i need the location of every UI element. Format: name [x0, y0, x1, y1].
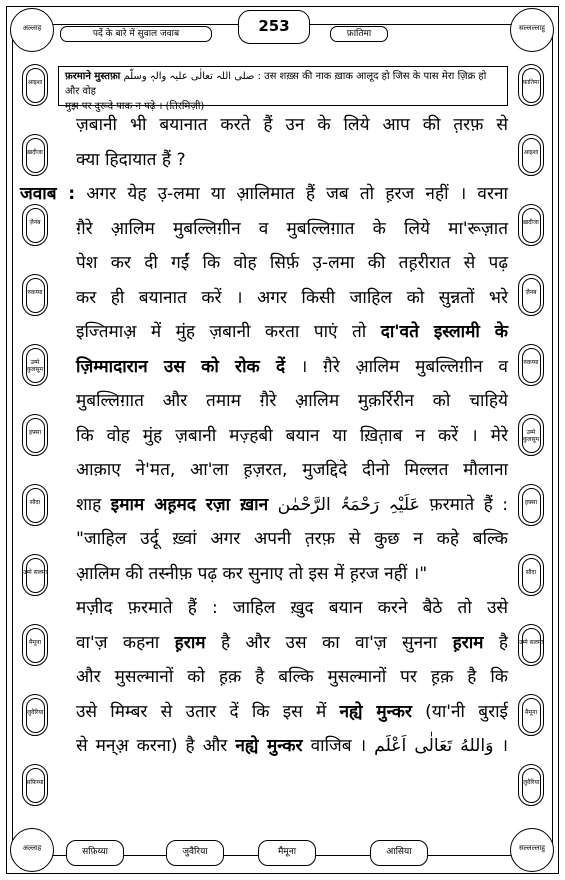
- side-ornament: [518, 414, 544, 456]
- footer-tab: मैमूना: [258, 840, 316, 866]
- side-ornament-label: आइशा: [27, 79, 43, 86]
- text-segment: और मुसल्मानों को ह़क़ है बल्कि मुसल्मानों पर ह़क़ है कि: [76, 667, 508, 687]
- text-segment: आक़ाए ने'मत, आ'ला ह़ज़रत, मुजद्दिदे दीनो मिल्लत मौलाना: [76, 460, 508, 480]
- side-ornament: [518, 344, 544, 386]
- side-ornament: [518, 764, 544, 806]
- top-left-medallion: अल्लाह: [10, 8, 54, 52]
- text-segment: वा'ज़ कहना: [76, 632, 175, 653]
- side-ornament: [22, 414, 48, 456]
- side-ornament: [518, 624, 544, 666]
- text-line: [76, 729, 508, 764]
- text-segment: । ग़ैरे आ़लिम मुबल्लिग़ीन व: [285, 356, 508, 377]
- header-name-tab: फ़ातिमा: [330, 26, 388, 42]
- page-number: 253: [238, 10, 310, 44]
- text-line: [76, 557, 508, 592]
- text-segment: عَلَیْہِ رَحْمَۃُ الرَّحْمٰن: [268, 494, 430, 515]
- text-segment: ग़ैरे आ़लिम मुबल्लिग़ीन व मुबल्लिग़ात के लिये मा'रूज़ात: [76, 218, 508, 239]
- text-segment: है: [483, 632, 509, 653]
- text-segment: वाजिब । وَاللهُ تَعَالٰی اَعْلَم ।: [302, 736, 508, 756]
- text-segment: कर ही बयानात करें । अगर किसी जाहिल को सुन्नतों भरे: [76, 287, 508, 308]
- bold-text: जवाब :: [20, 184, 76, 204]
- side-ornament-label: जुवैरिया: [522, 779, 540, 786]
- bold-text: ह़राम: [174, 632, 206, 653]
- side-ornament-label: मैमूना: [28, 639, 42, 646]
- text-segment: मज़ीद फ़रमाते हैं : जाहिल ख़ुद बयान करने बैठे तो उसे: [76, 598, 508, 618]
- text-line: [76, 488, 508, 523]
- side-ornament-label: ज़ैनब: [29, 219, 41, 226]
- text-line: [76, 453, 508, 488]
- side-ornament: [22, 554, 48, 596]
- footer-tab: आसिया: [370, 840, 428, 866]
- side-ornament: [22, 764, 48, 806]
- text-segment: कि वोह मुंह ज़बानी मज़्हबी बयान या ख़ित़ाब न करें । मेरे: [76, 425, 508, 446]
- bold-text: दा'वते इस्लामी के: [380, 322, 509, 342]
- side-ornament-label: रुक़य्या: [27, 289, 43, 296]
- text-segment: (या'नी बुराई: [411, 701, 508, 722]
- text-line: [76, 108, 508, 143]
- text-line: [76, 143, 508, 178]
- text-segment: उसे मिम्बर से उतार दें कि इस में: [76, 701, 340, 722]
- top-right-medallion: सल्लल्लाहु: [510, 8, 554, 52]
- side-ornament-label: ख़दीजा: [523, 219, 539, 226]
- text-segment: क्या हिदायात हैं ?: [76, 149, 186, 170]
- text-line: [76, 591, 508, 626]
- side-ornament: [518, 204, 544, 246]
- text-segment: मुबल्लिग़ात और तमाम ग़ैरे आ़लिम मुक़र्रिरीन को चाहिये: [76, 391, 508, 411]
- hadith-label: फ़रमाने मुस्तफ़ा: [65, 71, 121, 82]
- side-ornament: [22, 274, 48, 316]
- side-ornament-label: मैमूना: [524, 709, 538, 716]
- text-line: [76, 212, 508, 247]
- bold-text: ज़िम्मादारान उस को रोक दें: [76, 356, 286, 377]
- text-segment: फ़रमाते हैं :: [429, 494, 509, 515]
- hadith-text: : उस शख़्स की नाक ख़ाक आलूद हो जिस के पास मेरा ज़िक्र हो और वोह: [65, 71, 487, 97]
- side-ornament-label: उम्मे सलमा: [23, 569, 47, 576]
- side-ornament: [518, 554, 544, 596]
- side-ornament: [518, 134, 544, 176]
- bold-text: इमाम अह़मद रज़ा ख़ान: [110, 494, 269, 515]
- side-ornament-label: रुक़य्या: [523, 359, 539, 366]
- side-ornament-label: सौदा: [525, 569, 537, 576]
- text-line: [76, 419, 508, 454]
- side-ornament-label: ज़ैनब: [525, 289, 537, 296]
- text-line: [76, 384, 508, 419]
- side-ornament-label: आइशा: [523, 149, 539, 156]
- text-segment: पेश कर दी गईं कि वोह सिर्फ़ उ़-लमा की तह़रीरात से पढ़: [76, 253, 508, 273]
- side-ornament-label: उम्मे कुलसूम: [522, 429, 540, 443]
- side-ornament-label: हफ़्सा: [524, 499, 538, 506]
- footer-tab: जुवैरिया: [166, 840, 224, 866]
- hadith-arabic: صلی اللہ تعالٰی علیہ والہٖ وسلّم: [123, 71, 255, 82]
- side-ornament-label: उम्मे सलमा: [519, 639, 543, 646]
- text-segment: आ़लिम की तस्नीफ़ पढ़ कर सुनाए तो इस में ह़रज नहीं ।": [76, 563, 428, 584]
- hadith-box: [58, 66, 508, 112]
- bold-text: ह़राम: [452, 632, 484, 653]
- running-title: पर्दे के बारे में सुवाल जवाब: [60, 26, 212, 42]
- side-ornament-label: फ़ातिमा: [522, 79, 540, 86]
- side-ornament: [518, 484, 544, 526]
- text-line: [76, 350, 508, 385]
- side-ornament-label: हफ़्सा: [28, 429, 42, 436]
- side-ornament-label: ख़दीजा: [27, 149, 43, 156]
- text-segment: शाह: [76, 494, 111, 515]
- side-ornament-label: उम्मे कुलसूम: [26, 359, 44, 373]
- text-segment: ज़बानी भी बयानात करते हैं उन के लिये आप की त़रफ़ से: [76, 115, 508, 135]
- side-ornament-label: सफ़िय्या: [26, 779, 44, 786]
- bold-text: नह्ये मुन्कर: [339, 701, 412, 722]
- text-line: [76, 315, 508, 350]
- text-line: [76, 626, 508, 661]
- bottom-left-medallion: अल्लाह: [10, 828, 54, 872]
- text-line: [76, 695, 508, 730]
- side-ornament: [22, 64, 48, 106]
- text-line: [76, 246, 508, 281]
- side-ornament: [518, 64, 544, 106]
- text-segment: "जाहिल उर्दू ख़्वां अगर अपनी त़रफ़ से कुछ न कहे बल्कि: [76, 529, 508, 549]
- side-ornament: [22, 134, 48, 176]
- side-ornament: [518, 274, 544, 316]
- text-segment: इज्तिमाअ़ में मुंह ज़बानी करता पाएं तो: [76, 322, 381, 342]
- bottom-right-medallion: सल्लल्लाहु: [510, 828, 554, 872]
- footer-tab: सफ़िय्या: [66, 840, 124, 866]
- text-line: [76, 281, 508, 316]
- side-ornament: [22, 624, 48, 666]
- text-line: [76, 660, 508, 695]
- side-ornament: [22, 344, 48, 386]
- text-segment: है और उस का वा'ज़ सुनना: [205, 632, 453, 653]
- text-segment: अगर येह उ़-लमा या आ़लिमात हैं जब तो ह़रज नहीं । वरना: [75, 184, 508, 204]
- side-ornament: [22, 484, 48, 526]
- side-ornament-label: सौदा: [29, 499, 41, 506]
- text-segment: से मन्अ़ करना) है और: [76, 736, 236, 756]
- side-ornament-label: जुवैरिया: [26, 709, 44, 716]
- hadith-text-line2: मुझ पर दुरूदे पाक न पढ़े । (तिरमिज़ी): [65, 101, 205, 112]
- side-ornament: [22, 694, 48, 736]
- text-line: [76, 522, 508, 557]
- text-line: [20, 177, 508, 212]
- side-ornament: [518, 694, 544, 736]
- bold-text: नह्ये मुन्कर: [235, 736, 303, 756]
